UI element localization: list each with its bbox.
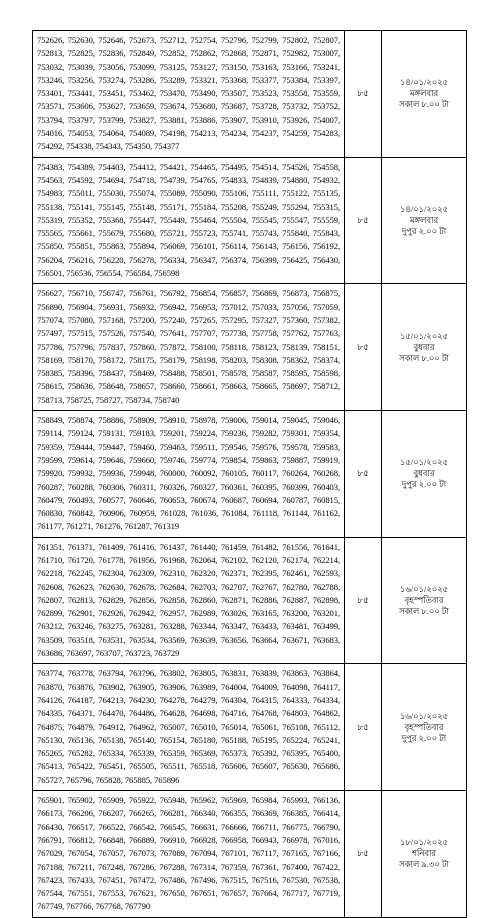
day-text: মঙ্গলবার [409, 216, 439, 225]
exam-schedule-table [32, 30, 467, 918]
date-text: ১৪/০১/২০২৫ [399, 78, 449, 88]
time-text: সকাল ৮.০০ টা [399, 353, 449, 363]
date-text: ১৮/০১/২০২৫ [399, 838, 449, 848]
date-text: ১৫/০১/২০২৫ [399, 331, 449, 341]
schedule-cell [382, 791, 467, 918]
time-text: দুপুর ২.০০ টা [401, 227, 447, 236]
schedule-cell [382, 284, 467, 411]
roll-numbers-cell: 756627, 756710, 756747, 756761, 756792, 756854, 756857, 756869, 756873, 756875, 756890, 756904, 756931, 756932, 756942, 756953, 757012, 757033, 757056, 757059, 757074, 757080, 757168, 757200, 757240, 757265, 757295, 757327, 757360, 757382, 757497, 757515, 757526, 757540, 757641, 757707, 757738, 757758, 757762, 757763, 757786, 757796, 757837, 757860, 757872, 758100, 758118, 758123, 758139, 758151, 758169, 758170, 758172, 758175, 758179, 758198, 758203, 758308, 758362, 758374, 758385, 758396, 758437, 758469, 758488, 758501, 758578, 758587, 758595, 758598, 758615, 758636, 758648, 758657, 758660, 758661, 758663, 758665, 758697, 758712, 758713, 758725, 758727, 758734, 758740 [33, 284, 345, 411]
day-text: বৃহস্পতিবার [404, 596, 444, 606]
table-row [33, 664, 467, 791]
roll-numbers-cell: 761351, 761371, 761409, 761416, 761437, 761440, 761459, 761482, 761556, 761641, 761710, 761720, 761778, 761956, 761968, 762064, 762102, 762120, 762174, 762214, 762218, 762245, 762304, 762309, 762310, 762320, 762371, 762395, 762461, 762593, 762608, 762623, 762630, 762678, 762684, 762703, 762707, 762767, 762780, 762788, 762807, 762813, 762829, 762856, 762858, 762860, 762871, 762886, 762887, 762898, 762899, 762901, 762926, 762942, 762957, 762989, 763026, 763165, 763200, 763201, 763212, 763246, 763275, 763281, 763288, 763344, 763347, 763433, 763481, 763499, 763509, 763518, 763531, 763534, 763569, 763639, 763656, 763664, 763671, 763683, 763686, 763697, 763707, 763723, 763729 [33, 537, 345, 664]
table-row [33, 31, 467, 158]
date-text: ১৬/০১/২০২৫ [399, 711, 449, 721]
count-cell: ৮৫ [345, 664, 382, 791]
table-row [33, 411, 467, 538]
time-text: দুপুর ২.০০ টা [401, 480, 447, 490]
count-cell: ৮৫ [345, 157, 382, 284]
schedule-cell [382, 31, 467, 158]
count-cell: ৮৫ [345, 284, 382, 411]
time-text: সকাল ৮.০০ টা [399, 100, 449, 110]
schedule-cell [382, 664, 467, 791]
roll-numbers-cell: 758849, 758874, 758886, 758909, 758910, 758978, 759006, 759014, 759045, 759046, 759114, 759124, 759131, 759183, 759201, 759224, 759236, 759282, 759301, 759354, 759359, 759444, 759447, 759460, 759463, 759511, 759546, 759576, 759578, 759583, 759599, 759614, 759646, 759660, 759746, 759774, 759854, 759863, 759887, 759919, 759920, 759932, 759936, 759948, 760000, 760092, 760105, 760117, 760264, 760268, 760287, 760288, 760306, 760311, 760326, 760327, 760361, 760395, 760399, 760403, 760479, 760493, 760577, 760646, 760653, 760674, 760687, 760694, 760787, 760815, 760830, 760842, 760906, 760959, 761028, 761036, 761084, 761118, 761144, 761162, 761177, 761271, 761276, 761287, 761319 [33, 411, 345, 538]
time-text: সকাল ৮.০০ টা [399, 607, 449, 617]
table-row [33, 791, 467, 918]
roll-numbers-cell: 754383, 754389, 754403, 754412, 754421, 754465, 754495, 754514, 754526, 754558, 754563, 754592, 754694, 754718, 754739, 754765, 754833, 754839, 754880, 754932, 754983, 755011, 755030, 755074, 755089, 755090, 755106, 755111, 755122, 755135, 755138, 755141, 755145, 755148, 755171, 755184, 755208, 755249, 755294, 755315, 755319, 755352, 755368, 755447, 755449, 755464, 755504, 755545, 755547, 755559, 755565, 755661, 755679, 755680, 755721, 755723, 755741, 755743, 755840, 755843, 755850, 755851, 755863, 755894, 756069, 756101, 756114, 756143, 756156, 756192, 756204, 756216, 756220, 756278, 756334, 756347, 756374, 756399, 756425, 756430, 756501, 756536, 756554, 756584, 756598 [33, 157, 345, 284]
time-text: সকাল ৯.৩০ টা [399, 860, 449, 870]
day-text: বুধবার [413, 342, 435, 352]
roll-numbers-cell: 765901, 765902, 765909, 765922, 765948, 765962, 765969, 765984, 765993, 766136, 766173, 766206, 766207, 766265, 766281, 766340, 766355, 766369, 766385, 766414, 766430, 766517, 766522, 766542, 766545, 766631, 766666, 766711, 766775, 766790, 766791, 766812, 766848, 766889, 766910, 766928, 766958, 766943, 766978, 767016, 767029, 767054, 767057, 767073, 767089, 767094, 767101, 767117, 767165, 767166, 767188, 767211, 767248, 767286, 767288, 767314, 767359, 767361, 767400, 767422, 767423, 767433, 767451, 767472, 767486, 767496, 767515, 767516, 767530, 767538, 767544, 767551, 767553, 767621, 767650, 767651, 767657, 767664, 767717, 767719, 767749, 767766, 767768, 767790 [33, 791, 345, 918]
roll-numbers-cell: 752626, 752630, 752646, 752673, 752712, 752754, 752796, 752799, 752802, 752807, 752813, 752825, 752836, 752849, 752852, 752862, 752868, 752871, 752982, 753007, 753032, 753039, 753056, 753099, 753125, 753127, 753150, 753163, 753166, 753241, 753246, 753256, 753274, 753286, 753289, 753321, 753368, 753377, 753384, 753397, 753401, 753441, 753451, 753462, 753470, 753490, 753507, 753523, 753558, 753559, 753571, 753606, 753627, 753659, 753674, 753680, 753687, 753728, 753732, 753752, 753794, 753797, 753799, 753827, 753881, 753886, 753907, 753910, 753926, 754007, 754016, 754053, 754064, 754089, 754198, 754213, 754234, 754237, 754259, 754283, 754292, 754338, 754343, 754350, 754377 [33, 31, 345, 158]
time-text: দুপুর ২.০০ টা [401, 733, 447, 743]
schedule-cell [382, 411, 467, 538]
table-row [33, 537, 467, 664]
table-row [33, 284, 467, 411]
date-text: ১৪/০১/২০২৫ [399, 205, 449, 214]
roll-numbers-cell: 763774, 763778, 763794, 763796, 763802, 763805, 763831, 763839, 763863, 763864, 763870, 763876, 763902, 763905, 763906, 763989, 764004, 764009, 764098, 764117, 764126, 764187, 764213, 764230, 764278, 764279, 764304, 764315, 764333, 764334, 764335, 764371, 764470, 764486, 764628, 764698, 764716, 764768, 764803, 764862, 764875, 764879, 764912, 764962, 765007, 765010, 765014, 765061, 765108, 765112, 765130, 765136, 765138, 765140, 765154, 765180, 765188, 765195, 765224, 765241, 765265, 765282, 765334, 765339, 765359, 765369, 765373, 765392, 765395, 765400, 765413, 765422, 765451, 765505, 765511, 765518, 765606, 765607, 765630, 765686, 765727, 765796, 765828, 765885, 765896 [33, 664, 345, 791]
count-cell: ৮৫ [345, 411, 382, 538]
count-cell: ৮৫ [345, 31, 382, 158]
schedule-cell [382, 537, 467, 664]
date-text: ১৬/০১/২০২৫ [399, 585, 449, 595]
count-cell: ৮৫ [345, 791, 382, 918]
day-text: মঙ্গলবার [409, 89, 439, 99]
schedule-cell [382, 157, 467, 284]
date-text: ১৫/০১/২০২৫ [399, 458, 449, 468]
table-row [33, 157, 467, 284]
day-text: শনিবার [411, 849, 437, 859]
count-cell: ৮৫ [345, 537, 382, 664]
day-text: বুধবার [413, 469, 435, 479]
day-text: বৃহস্পতিবার [404, 722, 444, 732]
